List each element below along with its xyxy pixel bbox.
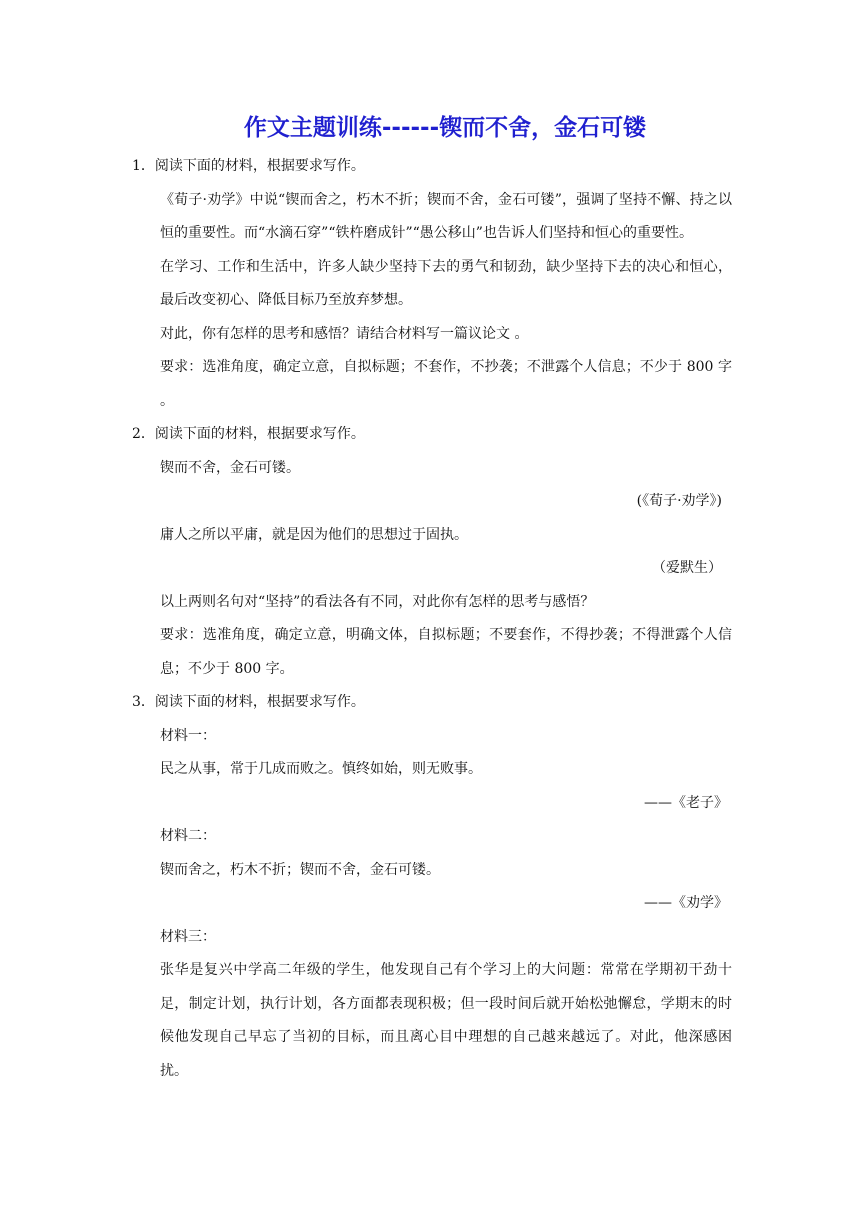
- question-1-heading: 1．阅读下面的材料，根据要求写作。: [132, 158, 365, 174]
- material-3-text: 张华是复兴中学高二年级的学生，他发现自己有个学习上的大问题：常常在学期初干劲十足，制定计划，执行计划，各方面都表现积极；但一段时间后就开始松弛懈怠，学期末的时候他发现自己早忘了当初的目标，而且离心目中理想的自己越来越远了。对此，他深感困扰。: [160, 962, 732, 1079]
- material-1-label: 材料一：: [160, 727, 216, 744]
- material-2-label: 材料二：: [160, 828, 216, 844]
- question-1-paragraph-1: 《荀子·劝学》中说“锲而舍之，朽木不折；锲而不舍，金石可镂”，强调了坚持不懈、持之以恒的重要性。而“水滴石穿”“铁杵磨成针”“愚公移山”也告诉人们坚持和恒心的重要性。: [160, 191, 732, 241]
- question-2-quote-1: 锲而不舍，金石可镂。: [160, 459, 300, 476]
- question-3-heading: 3．阅读下面的材料，根据要求写作。: [132, 694, 365, 710]
- material-3-label: 材料三：: [160, 928, 216, 945]
- material-1-source: ——《老子》: [644, 794, 728, 811]
- question-2-source-1: (《荀子·劝学》): [636, 493, 722, 509]
- question-2-prompt: 以上两则名句对“坚持”的看法各有不同，对此你有怎样的思考与感悟？: [160, 593, 595, 610]
- question-1-requirements: 要求：选准角度，确定立意，自拟标题；不套作，不抄袭；不泄露个人信息；不少于 800 字 。: [160, 359, 732, 409]
- material-2-text: 锲而舍之，朽木不折；锲而不舍，金石可镂。: [160, 861, 440, 878]
- question-2-heading: 2．阅读下面的材料，根据要求写作。: [132, 426, 365, 442]
- material-1-text: 民之从事，常于几成而败之。慎终如始，则无败事。: [160, 761, 482, 777]
- question-1-prompt: 对此，你有怎样的思考和感悟？请结合材料写一篇议论文 。: [160, 325, 529, 342]
- question-2-source-2: （爱默生）: [652, 560, 722, 576]
- question-1-paragraph-2: 在学习、工作和生活中，许多人缺少坚持下去的勇气和韧劲，缺少坚持下去的决心和恒心，最后改变初心、降低目标乃至放弃梦想。: [160, 258, 732, 308]
- question-2-requirements: 要求：选准角度，确定立意，明确文体，自拟标题；不要套作，不得抄袭；不得泄露个人信息；不少于 800 字。: [160, 627, 732, 677]
- document-page: [132, 108, 732, 1088]
- question-2-quote-2: 庸人之所以平庸，就是因为他们的思想过于固执。: [160, 526, 468, 543]
- document-title: 作文主题训练------锲而不舍，金石可镂: [243, 115, 647, 141]
- material-2-source: ——《劝学》: [644, 895, 728, 911]
